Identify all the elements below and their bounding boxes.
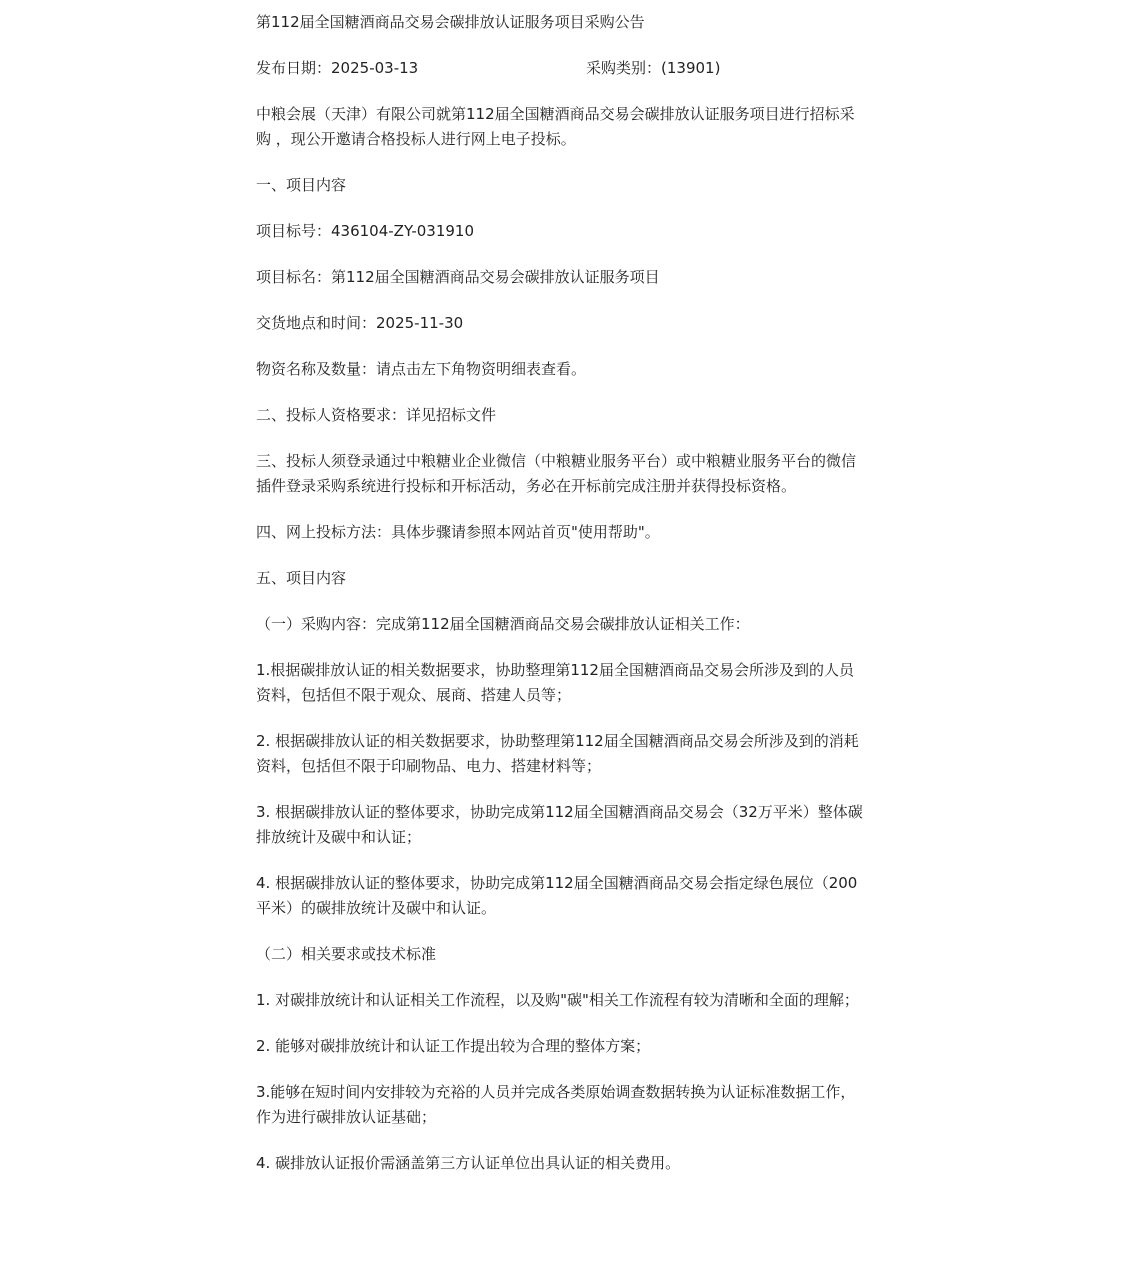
publish-date-value: 2025-03-13 [331,59,419,77]
sub-1-item: 1.根据碳排放认证的相关数据要求，协助整理第112届全国糖酒商品交易会所涉及到的人员资料，包括但不限于观众、展商、搭建人员等； [256,661,854,704]
section-5-heading: 五、项目内容 [256,569,347,587]
section-4: 四、网上投标方法：具体步骤请参照本网站首页"使用帮助"。 [256,523,660,541]
meta-row [256,56,868,81]
section-2: 二、投标人资格要求：详见招标文件 [256,406,497,424]
sub-1-heading: （一）采购内容：完成第112届全国糖酒商品交易会碳排放认证相关工作： [256,615,750,633]
announcement-document [256,10,868,1197]
delivery-info: 交货地点和时间：2025-11-30 [256,314,464,332]
project-number: 项目标号：436104-ZY-031910 [256,222,475,240]
category-label: 采购类别： [586,59,662,77]
publish-date [256,56,586,81]
project-name: 项目标名：第112届全国糖酒商品交易会碳排放认证服务项目 [256,268,660,286]
section-3: 三、投标人须登录通过中粮糖业企业微信（中粮糖业服务平台）或中粮糖业服务平台的微信插件登录采购系统进行投标和开标活动，务必在开标前完成注册并获得投标资格。 [256,452,857,495]
materials-info: 物资名称及数量：请点击左下角物资明细表查看。 [256,360,587,378]
sub-2-item: 2. 能够对碳排放统计和认证工作提出较为合理的整体方案； [256,1037,651,1055]
sub-1-item: 2. 根据碳排放认证的相关数据要求，协助整理第112届全国糖酒商品交易会所涉及到的消耗资料，包括但不限于印刷物品、电力、搭建材料等； [256,732,859,775]
sub-1-item: 3. 根据碳排放认证的整体要求，协助完成第112届全国糖酒商品交易会（32万平米）整体碳排放统计及碳中和认证； [256,803,863,846]
category-value: (13901) [661,59,721,77]
section-1-heading: 一、项目内容 [256,176,347,194]
sub-1-item: 4. 根据碳排放认证的整体要求，协助完成第112届全国糖酒商品交易会指定绿色展位（200平米）的碳排放统计及碳中和认证。 [256,874,858,917]
sub-2-item: 4. 碳排放认证报价需涵盖第三方认证单位出具认证的相关费用。 [256,1154,681,1172]
publish-date-label: 发布日期： [256,59,332,77]
document-title: 第112届全国糖酒商品交易会碳排放认证服务项目采购公告 [256,13,645,31]
sub-2-heading: （二）相关要求或技术标准 [256,945,437,963]
sub-2-item: 3.能够在短时间内安排较为充裕的人员并完成各类原始调查数据转换为认证标准数据工作，作为进行碳排放认证基础； [256,1083,856,1126]
sub-2-item: 1. 对碳排放统计和认证相关工作流程，以及购"碳"相关工作流程有较为清晰和全面的理解； [256,991,859,1009]
procurement-category [586,56,720,81]
intro-paragraph: 中粮会展（天津）有限公司就第112届全国糖酒商品交易会碳排放认证服务项目进行招标采购 ，现公开邀请合格投标人进行网上电子投标。 [256,105,855,148]
